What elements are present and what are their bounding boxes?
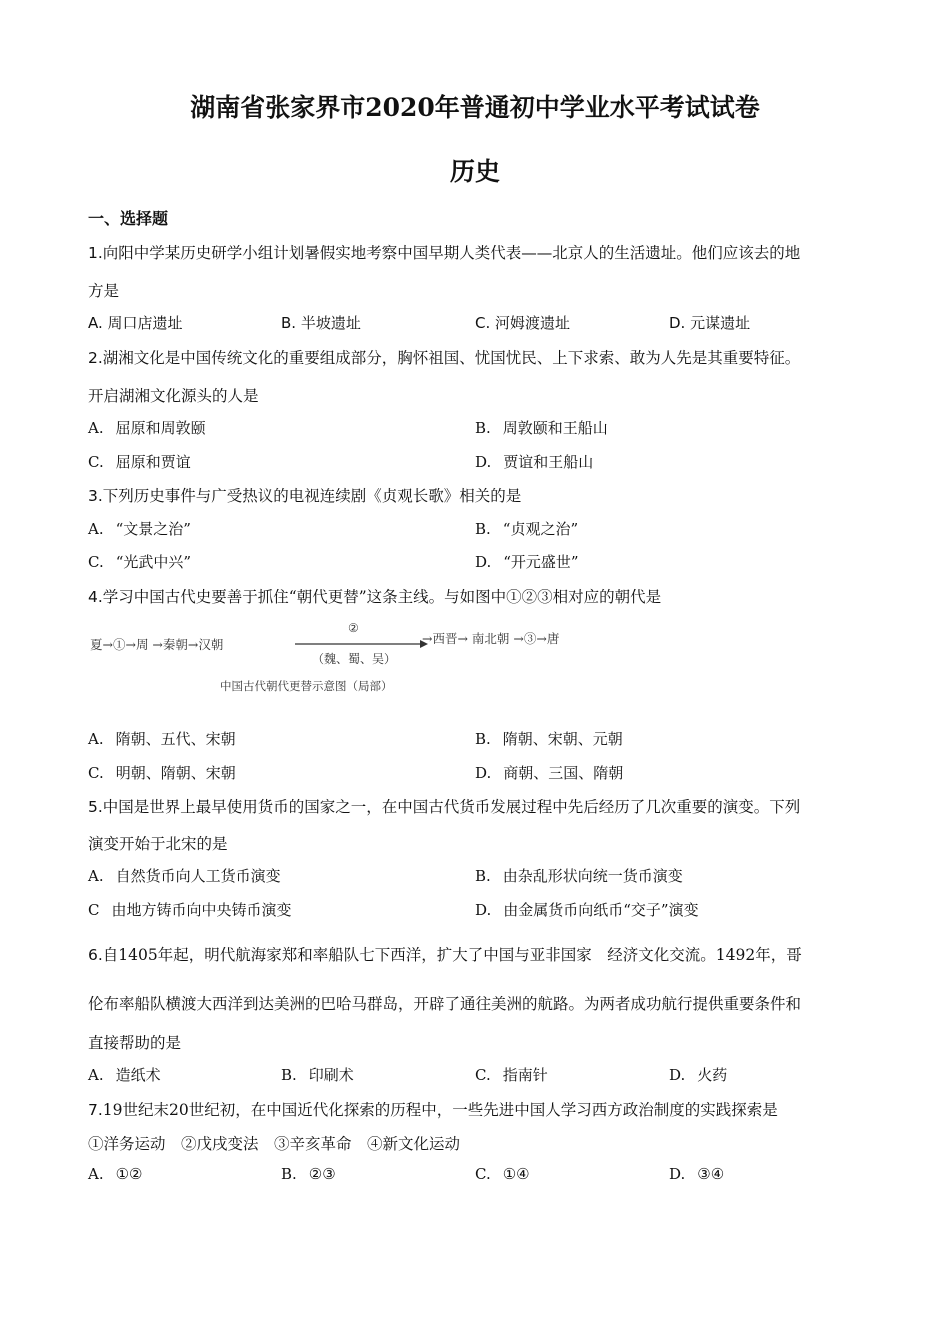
question-1-option-d: D. 元谋遗址 xyxy=(669,314,751,332)
question-number: 7. xyxy=(88,1101,103,1119)
question-1-option-b: B. 半坡遗址 xyxy=(281,314,361,332)
question-number: 5. xyxy=(88,798,103,816)
question-number: 6. xyxy=(88,946,103,964)
question-6-stem-line-1: 6.自1405年起，明代航海家郑和率船队七下西洋，扩大了中国与亚非国家 经济文化交流。1492年，哥 xyxy=(88,946,802,964)
question-5-stem-line-1: 5.中国是世界上最早使用货币的国家之一，在中国古代货币发展过程中先后经历了几次重要的演变。下列 xyxy=(88,798,801,816)
question-5-option-a: A. 自然货币向人工货币演变 xyxy=(88,867,281,885)
question-number: 2. xyxy=(88,349,103,367)
question-7-option-b: B. ②③ xyxy=(281,1165,336,1183)
question-6-stem-line-3: 直接帮助的是 xyxy=(88,1034,182,1052)
diagram-caption: 中国古代朝代更替示意图（局部） xyxy=(220,679,393,693)
question-7-option-d: D. ③④ xyxy=(669,1165,725,1183)
dynasty-succession-diagram xyxy=(90,612,650,702)
question-2-option-b: B. 周敦颐和王船山 xyxy=(475,419,608,437)
question-2-option-a: A. 屈原和周敦颐 xyxy=(88,419,206,437)
question-1-stem-line-1: 1.向阳中学某历史研学小组计划暑假实地考察中国早期人类代表——北京人的生活遗址。他们应该去的地 xyxy=(88,244,801,262)
diagram-chain-right: →西晋→ 南北朝 →③→唐 xyxy=(422,631,560,646)
exam-title: 湖南省张家界市2020年普通初中学业水平考试试卷 xyxy=(190,93,760,122)
question-number: 3. xyxy=(88,487,103,505)
question-3-option-c: C. “光武中兴” xyxy=(88,553,192,571)
question-6-option-d: D. 火药 xyxy=(669,1066,728,1084)
diagram-chain-left: 夏→①→周 →秦朝→汉朝 xyxy=(90,637,224,652)
question-4-stem: 4.学习中国古代史要善于抓住“朝代更替”这条主线。与如图中①②③相对应的朝代是 xyxy=(88,588,662,606)
question-7-stem-line-1: 7.19世纪末20世纪初，在中国近代化探索的历程中，一些先进中国人学习西方政治制度的实践探索是 xyxy=(88,1101,778,1119)
question-3-option-a: A. “文景之治” xyxy=(88,520,191,538)
question-4-option-c: C. 明朝、隋朝、宋朝 xyxy=(88,764,236,782)
question-2-option-c: C. 屈原和贾谊 xyxy=(88,453,191,471)
question-4-option-a: A. 隋朝、五代、宋朝 xyxy=(88,730,236,748)
question-7-option-a: A. ①② xyxy=(88,1165,143,1183)
question-7-stem-line-2: ①洋务运动 ②戊戌变法 ③辛亥革命 ④新文化运动 xyxy=(88,1135,461,1153)
question-1-option-c: C. 河姆渡遗址 xyxy=(475,314,571,332)
question-number: 4. xyxy=(88,588,103,606)
section-heading: 一、选择题 xyxy=(88,209,169,228)
question-6-option-c: C. 指南针 xyxy=(475,1066,548,1084)
question-number: 1. xyxy=(88,244,103,262)
question-5-stem-line-2: 演变开始于北宋的是 xyxy=(88,835,228,853)
question-4-option-b: B. 隋朝、宋朝、元朝 xyxy=(475,730,623,748)
question-3-option-b: B. “贞观之治” xyxy=(475,520,579,538)
question-1-option-a: A. 周口店遗址 xyxy=(88,314,183,332)
question-6-option-a: A. 造纸术 xyxy=(88,1066,161,1084)
question-5-option-b: B. 由杂乱形状向统一货币演变 xyxy=(475,867,683,885)
question-3-option-d: D. “开元盛世” xyxy=(475,553,579,571)
question-2-stem-line-2: 开启湖湘文化源头的人是 xyxy=(88,387,259,405)
question-5-option-d: D. 由金属货币向纸币“交子”演变 xyxy=(475,901,699,919)
question-6-stem-line-2: 伦布率船队横渡大西洋到达美洲的巴哈马群岛，开辟了通往美洲的航路。为两者成功航行提供重要条件和 xyxy=(88,995,802,1013)
question-5-option-c: C 由地方铸币向中央铸币演变 xyxy=(88,901,292,919)
subject-heading: 历史 xyxy=(449,157,500,186)
question-2-option-d: D. 贾谊和王船山 xyxy=(475,453,594,471)
question-7-option-c: C. ①④ xyxy=(475,1165,530,1183)
question-1-stem-line-2: 方是 xyxy=(88,282,120,300)
question-4-option-d: D. 商朝、三国、隋朝 xyxy=(475,764,624,782)
question-2-stem-line-1: 2.湖湘文化是中国传统文化的重要组成部分，胸怀祖国、忧国忧民、上下求索、敢为人先是其重要特征。 xyxy=(88,349,801,367)
diagram-under-arrow-label: （魏、蜀、吴） xyxy=(312,652,397,666)
diagram-over-arrow-label: ② xyxy=(348,621,359,635)
question-6-option-b: B. 印刷术 xyxy=(281,1066,354,1084)
question-3-stem: 3.下列历史事件与广受热议的电视连续剧《贞观长歌》相关的是 xyxy=(88,487,522,505)
